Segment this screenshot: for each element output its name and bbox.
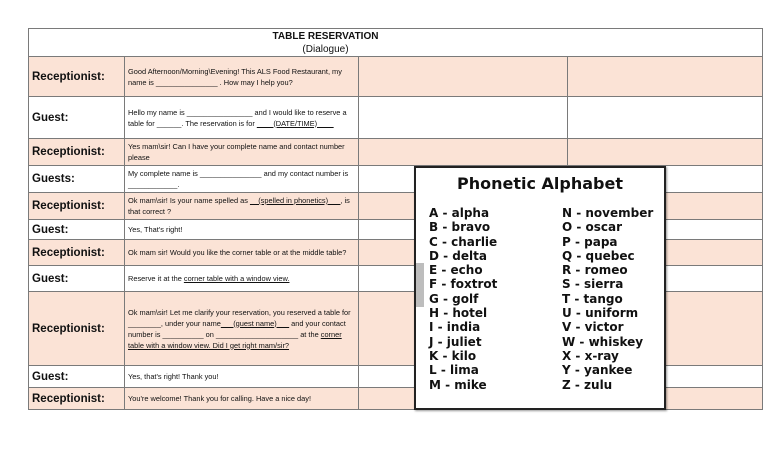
phonetic-entry: P - papa: [562, 234, 618, 249]
dialogue-text: Ok mam sir! Would you like the corner table or at the middle table?: [128, 248, 347, 257]
dialogue-text: My complete name is _______________ and my contact number is ____________.: [128, 169, 349, 189]
phonetic-entry: V - victor: [562, 320, 624, 335]
phonetic-entry: X - x-ray: [562, 348, 619, 363]
phonetic-entry: N - november: [562, 206, 654, 220]
phonetic-entry: I - india: [429, 320, 481, 335]
dialogue-line: [125, 97, 359, 139]
speaker-label: Guest:: [29, 366, 125, 388]
phonetic-entry: H - hotel: [429, 306, 488, 321]
dialogue-line: [125, 220, 359, 240]
dialogue-text: Yes, That's right!: [128, 225, 183, 234]
dialogue-text: You're welcome! Thank you for calling. Have a nice day!: [128, 394, 311, 403]
dialogue-row: [29, 139, 763, 166]
underlined-fill-in: ___(guest name)___: [220, 318, 290, 328]
phonetic-entry: T - tango: [562, 291, 623, 306]
speaker-label: Guests:: [29, 166, 125, 193]
phonetic-right-column: [562, 206, 653, 392]
phonetic-entry: F - foxtrot: [429, 277, 498, 292]
phonetic-entry: G - golf: [429, 291, 479, 306]
dialogue-text: and your contact number is __________ on ____________________ at the: [128, 318, 346, 339]
dialogue-text: Good Afternoon/Morning\Evening! This ALS Food Restaurant, my name is _______________ . How may I help you?: [128, 66, 342, 87]
page-title: TABLE RESERVATION: [272, 30, 379, 42]
empty-cell: [568, 97, 763, 139]
dialogue-line: [125, 57, 359, 97]
speaker-label: Guest:: [29, 97, 125, 139]
phonetic-entry: U - uniform: [562, 306, 639, 321]
dialogue-row: [29, 57, 763, 97]
underlined-fill-in: __(spelled in phonetics)___: [250, 196, 341, 205]
phonetic-entry: K - kilo: [429, 348, 477, 363]
empty-cell: [568, 139, 763, 166]
empty-cell: [359, 97, 568, 139]
dialogue-line: [125, 366, 359, 388]
dialogue-text: Hello my name is ________________ and I would like to reserve a table for ______. The reservation is for: [128, 107, 347, 128]
phonetic-entry: M - mike: [429, 377, 487, 392]
speaker-label: Receptionist:: [29, 388, 125, 410]
phonetic-entry: Z - zulu: [562, 377, 613, 392]
title-row: [29, 29, 763, 57]
phonetic-entry: D - delta: [429, 248, 487, 263]
empty-cell: [568, 57, 763, 97]
dialogue-line: [125, 193, 359, 220]
phonetic-entry: C - charlie: [429, 234, 498, 249]
page-subtitle: (Dialogue): [302, 43, 349, 55]
phonetic-entry: W - whiskey: [562, 334, 644, 349]
dialogue-text: Yes mam\sir! Can I have your complete name and contact number please: [128, 142, 345, 162]
dialogue-line: [125, 266, 359, 292]
phonetic-entry: A - alpha: [429, 206, 490, 220]
empty-cell: [359, 139, 568, 166]
phonetic-entry: Q - quebec: [562, 248, 635, 263]
phonetic-entry: S - sierra: [562, 277, 624, 292]
phonetic-left-column: [429, 206, 562, 392]
dialogue-text: Yes, that's right! Thank you!: [128, 372, 219, 381]
dialogue-line: [125, 240, 359, 266]
dialogue-text: Ok mam\sir! Let me clarify your reservation, you reserved a table for ________, under your name: [128, 307, 351, 328]
phonetic-entry: R - romeo: [562, 263, 628, 278]
speaker-label: Receptionist:: [29, 240, 125, 266]
underlined-fill-in: corner table with a window view.: [183, 274, 290, 283]
speaker-label: Receptionist:: [29, 57, 125, 97]
dialogue-line: [125, 139, 359, 166]
underlined-fill-in: ____(DATE/TIME)____: [256, 118, 334, 128]
speaker-label: Receptionist:: [29, 292, 125, 366]
title-cell: [29, 29, 763, 57]
dialogue-text: Ok mam\sir! Is your name spelled as: [128, 196, 250, 205]
underlined-fill-in: corner table with a window view. Did I get right mam/sir?: [128, 329, 342, 350]
phonetic-entry: Y - yankee: [562, 363, 633, 378]
phonetic-entry: E - echo: [429, 263, 483, 278]
speaker-label: Receptionist:: [29, 139, 125, 166]
speaker-label: Guest:: [29, 266, 125, 292]
speaker-label: Receptionist:: [29, 193, 125, 220]
phonetic-entry: J - juliet: [429, 334, 482, 349]
phonetic-entry: L - lima: [429, 363, 479, 378]
watermark-strip: [416, 263, 424, 307]
phonetic-entry: B - bravo: [429, 220, 491, 235]
dialogue-text: , is that correct ?: [128, 196, 350, 216]
dialogue-line: [125, 388, 359, 410]
dialogue-line: [125, 292, 359, 366]
speaker-label: Guest:: [29, 220, 125, 240]
dialogue-line: [125, 166, 359, 193]
phonetic-columns: [429, 206, 658, 392]
phonetic-alphabet-card: [414, 166, 666, 410]
phonetic-entry: O - oscar: [562, 220, 623, 235]
dialogue-row: [29, 97, 763, 139]
empty-cell: [359, 57, 568, 97]
dialogue-text: Reserve it at the: [128, 274, 184, 283]
phonetic-title: Phonetic Alphabet: [457, 174, 623, 193]
